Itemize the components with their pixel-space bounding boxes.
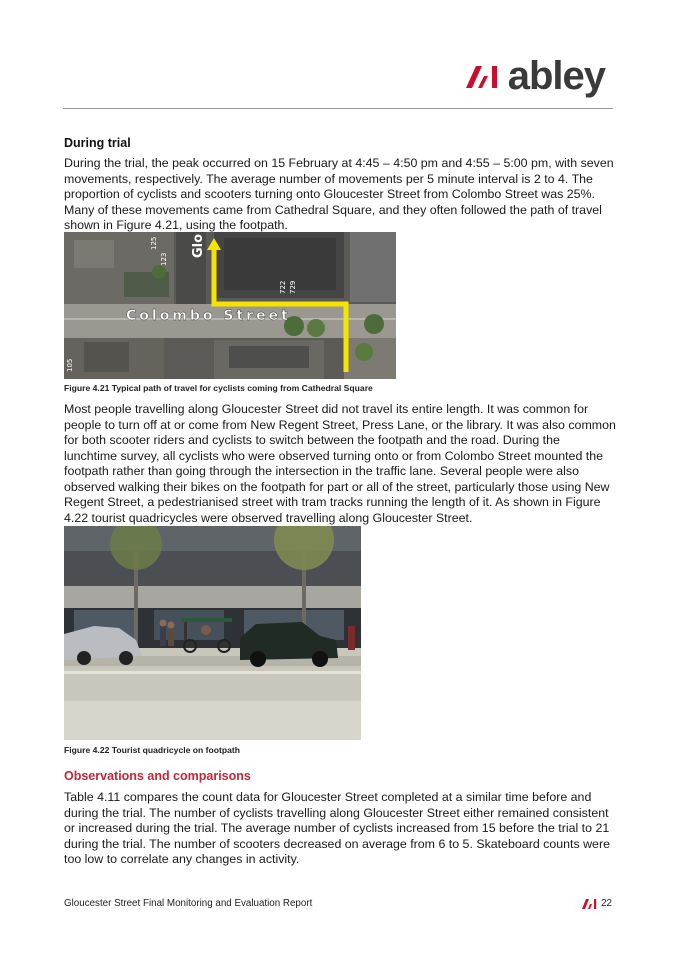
map-label-number: 123 (160, 252, 168, 266)
abley-logo (464, 56, 605, 96)
paragraph-observations: Table 4.11 compares the count data for Gloucester Street completed at a similar time before and during the trial. The number of cyclists travelling along Gloucester Street either remained consistent or increased during the trial. The average number of cyclists increased from 15 before the trial to 21 during the trial. The number of scooters decreased on average from 6 to 5. Skateboard counts were too low to correlate any changes in activity. (64, 790, 610, 866)
map-label-number: 105 (66, 358, 74, 372)
map-label-number: 729 (289, 280, 297, 294)
map-label-gloucester-street: Glo (191, 233, 206, 258)
heading-during-trial: During trial (64, 136, 131, 150)
map-label-number: 125 (150, 236, 158, 250)
map-label-number: 722 (279, 280, 287, 294)
abley-logo-mark-icon (464, 61, 504, 91)
map-label-colombo-street: Colombo Street (126, 308, 291, 324)
paragraph-during-trial: During the trial, the peak occurred on 15 February at 4:45 – 4:50 pm and 4:55 – 5:00 pm, with seven movements, respectively. The average number of movements per 5 minute interval is 2 to 4. The proportion of cyclists and scooters turning onto Gloucester Street from Colombo Street was 25%. Many of these movements came from Cathedral Square, and they often followed the path of travel shown in Figure 4.21, using the footpath. (64, 156, 614, 232)
heading-observations: Observations and comparisons (64, 769, 251, 783)
page-footer (64, 898, 612, 909)
paragraph-travel-patterns: Most people travelling along Gloucester Street did not travel its entire length. It was common for people to turn off at or come from New Regent Street, Press Lane, or the library. It was also common for both scooter riders and cyclists to switch between the footpath and the road. During the lunchtime survey, all cyclists who were observed turning onto or from Colombo Street mounted the footpath rather than going through the intersection in the traffic lane. Several people were also observed walking their bikes on the footpath for part or all of the street, particularly those using New Regent Street, a pedestrianised street with tram tracks running the length of it. As shown in Figure 4.22 tourist quadricycles were observed travelling along Gloucester Street. (64, 402, 616, 525)
logo-wordmark: abley (507, 54, 605, 98)
figure-4-21-caption: Figure 4.21 Typical path of travel for cyclists coming from Cathedral Square (64, 383, 373, 393)
abley-mark-icon (582, 899, 598, 909)
page-header (63, 50, 613, 109)
footer-page-marker (582, 898, 612, 909)
figure-4-22-street-photo (64, 526, 361, 740)
figure-4-21-aerial-image (64, 232, 396, 379)
figure-4-22-caption: Figure 4.22 Tourist quadricycle on footpath (64, 745, 241, 755)
page-number: 22 (601, 898, 612, 909)
footer-report-title: Gloucester Street Final Monitoring and Evaluation Report (64, 898, 313, 909)
